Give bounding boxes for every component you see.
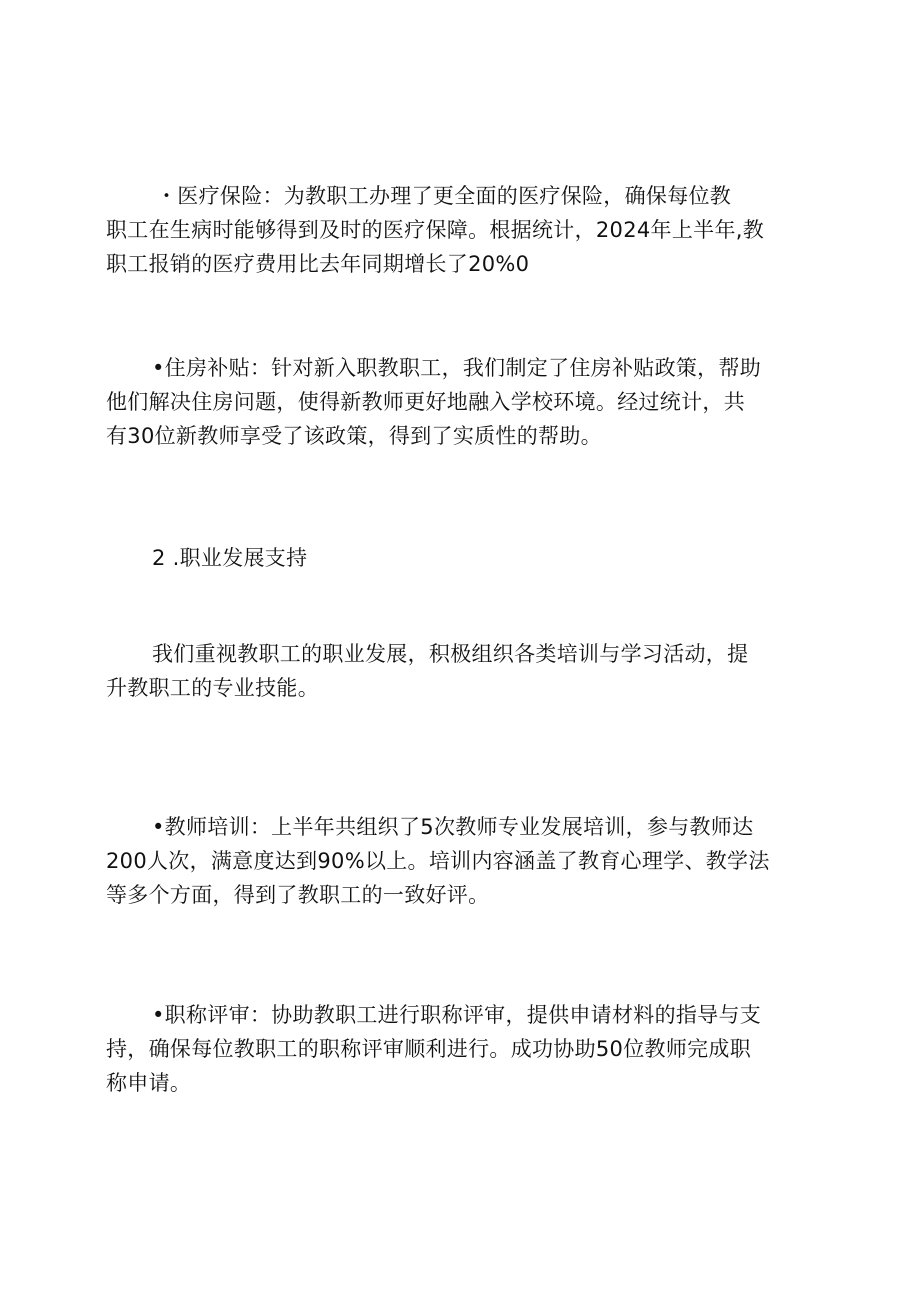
- text-line: 我们重视教职工的职业发展，积极组织各类培训与学习活动，提: [152, 642, 749, 666]
- text-line: 200人次，满意度达到90%以上。培训内容涵盖了教育心理学、教学法: [106, 849, 770, 873]
- text-line: 职工报销的医疗费用比去年同期增长了20%0: [106, 252, 530, 276]
- text-line: •教师培训：上半年共组织了5次教师专业发展培训，参与教师达: [152, 815, 754, 839]
- heading-text: 2 .职业发展支持: [152, 546, 308, 570]
- text-line: •住房补贴：针对新入职教职工，我们制定了住房补贴政策，帮助: [152, 356, 762, 380]
- paragraph-housing-subsidy: [106, 351, 818, 453]
- text-line: ・医疗保险：为教职工办理了更全面的医疗保险，确保每位教: [156, 184, 732, 208]
- paragraph-medical-insurance: [106, 179, 818, 281]
- text-line: 持，确保每位教职工的职称评审顺利进行。成功协助50位教师完成职: [106, 1037, 752, 1061]
- text-line: 等多个方面，得到了教职工的一致好评。: [106, 883, 490, 907]
- paragraph-title-review: [106, 998, 818, 1100]
- text-line: 职工在生病时能够得到及时的医疗保障。根据统计，2024年上半年,教: [106, 218, 765, 242]
- text-line: 称申请。: [106, 1071, 192, 1095]
- text-line: 他们解决住房问题，使得新教师更好地融入学校环境。经过统计，共: [106, 390, 745, 414]
- text-line: •职称评审：协助教职工进行职称评审，提供申请材料的指导与支: [152, 1003, 762, 1027]
- section-heading-career-development: [106, 541, 818, 575]
- paragraph-teacher-training: [106, 810, 818, 912]
- paragraph-career-intro: [106, 637, 818, 705]
- text-line: 升教职工的专业技能。: [106, 676, 319, 700]
- text-line: 有30位新教师享受了该政策，得到了实质性的帮助。: [106, 424, 602, 448]
